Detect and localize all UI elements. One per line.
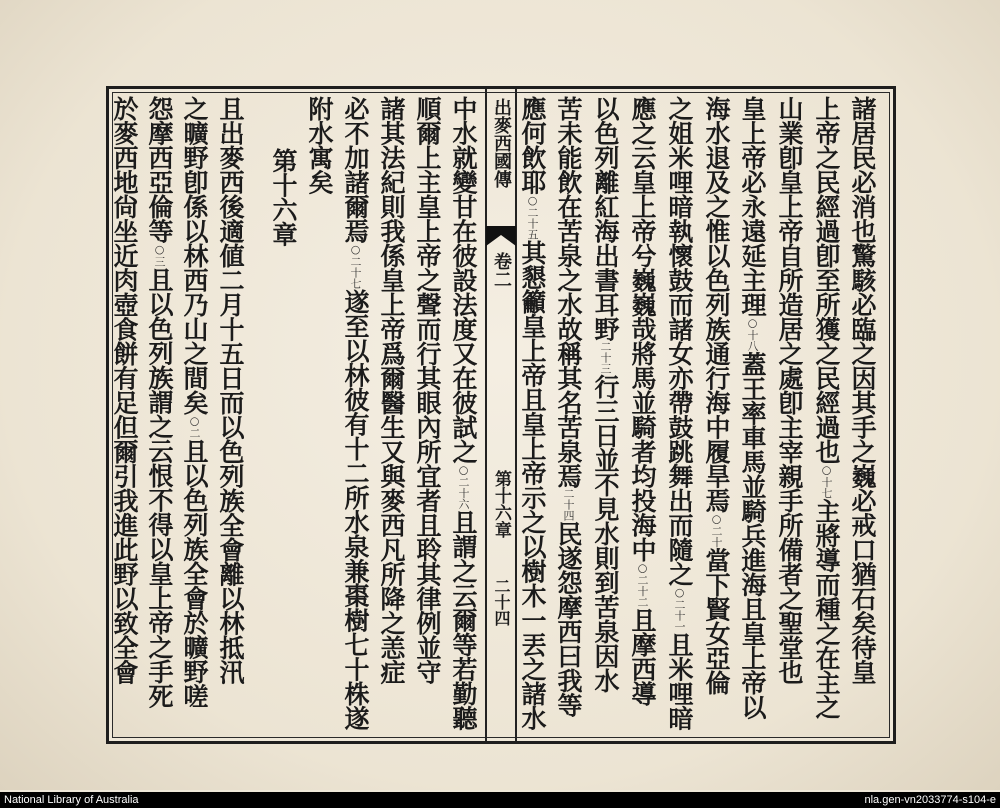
text-run: 之姐米哩暗執懷鼓而諸女亦帶鼓跳舞出而隨之 <box>665 96 694 586</box>
verse-number: ○二十一 <box>673 586 686 632</box>
right-page-column <box>662 96 696 740</box>
verse-number: ○十七 <box>820 463 833 499</box>
verse-number: ○三 <box>153 243 166 267</box>
text-run: 於麥西地尙坐近肉壺食餅有足但爾引我進此野以致全會 <box>110 96 139 684</box>
text-run: 且以色列族謂之云恨不得以皇上帝之手死 <box>145 267 174 708</box>
text-run: 且摩西導 <box>628 607 657 706</box>
text-run: 諸居民必消也驚駭必臨之因其手之巍必戒口猶石矣待皇 <box>848 96 877 684</box>
text-run: 且出麥西後適値二月十五日而以色列族全會離以林抵汛 <box>216 96 245 684</box>
text-run: 皇上帝必永遠延主理 <box>738 96 767 317</box>
book-title: 出麥西國傳 <box>491 98 512 188</box>
right-page-column <box>772 96 806 740</box>
right-page-column <box>735 96 769 740</box>
text-run: 主將導而種之在主之 <box>812 498 841 719</box>
text-run: 且以色列族全會於曠野嗟 <box>180 438 209 708</box>
text-run: 蓋王率車馬並騎兵進海且皇上帝以 <box>738 351 767 719</box>
verse-number: ○二十七 <box>349 243 362 289</box>
verse-number: 二十三 <box>599 341 612 374</box>
verse-number: ○二 <box>188 414 201 439</box>
text-run: 苦未能飲在苦泉之水故稱其名苦泉焉 <box>554 96 583 488</box>
left-page-column <box>142 96 176 740</box>
chapter-heading: 第十六章 <box>269 148 298 246</box>
page-number: 二十四 <box>492 578 511 626</box>
right-page-column <box>588 96 622 740</box>
left-page-column <box>302 96 336 740</box>
verse-number: ○二十六 <box>457 463 470 510</box>
verse-number: ○二十五 <box>526 194 539 240</box>
text-run: 應何飲耶 <box>518 96 547 194</box>
text-run: 應之云皇上帝兮巍巍哉將馬並騎者均投海中 <box>628 96 657 562</box>
verse-number: ○十八 <box>746 316 759 352</box>
text-run: 怨摩西亞倫等 <box>145 96 174 243</box>
text-run: 順爾上主皇上帝之聲而行其眼內所宜者且聆其律例並守 <box>413 96 442 684</box>
text-run: 中水就變甘在彼設法度又在彼試之 <box>449 96 478 464</box>
text-run: 且米哩暗 <box>665 632 694 730</box>
left-page-column <box>177 96 211 740</box>
library-credit: National Library of Australia <box>4 794 139 806</box>
fold-rule-left <box>485 89 487 741</box>
footer-bar <box>0 792 1000 808</box>
left-page-column <box>410 96 444 740</box>
right-page-column <box>515 96 549 740</box>
text-run: 必不加諸爾焉 <box>341 96 370 243</box>
item-identifier: nla.gen-vn2033774-s104-e <box>864 794 996 806</box>
verse-number: ○二十 <box>710 512 723 548</box>
right-page-column <box>809 96 843 740</box>
verse-number: ○二十二 <box>636 561 649 608</box>
text-run: 附水寓矣 <box>305 96 334 194</box>
right-page-column <box>845 96 879 740</box>
text-run: 山業卽皇上帝自所造居之處卽主宰親手所備者之聖堂也 <box>775 96 804 684</box>
text-run: 行三日並不見水則到苦泉因水 <box>591 374 620 693</box>
right-page-column <box>699 96 733 740</box>
text-run: 民遂怨摩西曰我等 <box>554 521 583 717</box>
left-page-column <box>446 96 480 740</box>
text-run: 當下賢女亞倫 <box>702 547 731 695</box>
left-page-column <box>107 96 141 740</box>
text-run: 其懇籲皇上帝且皇上帝示之以樹木一丟之諸水 <box>518 240 547 730</box>
text-run: 遂至以林彼有十二所水泉兼棗樹七十株遂 <box>341 289 370 730</box>
left-page-column <box>374 96 408 740</box>
left-page-column <box>338 96 372 740</box>
text-run: 上帝之民經過卽至所獲之民經過也 <box>812 96 841 464</box>
fold-chapter-label: 第十六章 <box>491 470 511 538</box>
left-page-column <box>213 96 247 740</box>
text-run: 海水退及之惟以色列族通行海中履旱焉 <box>702 96 731 513</box>
text-run: 且謂之云爾等若勤聽 <box>449 509 478 730</box>
volume-label: 卷二 <box>491 252 512 288</box>
text-run: 之曠野卽係以林西乃山之間矣 <box>180 96 209 415</box>
right-page-column <box>551 96 585 740</box>
text-run: 以色列離紅海出書耳野 <box>591 96 620 341</box>
verse-number: 二十四 <box>562 488 575 521</box>
right-page-column <box>625 96 659 740</box>
text-run: 諸其法紀則我係皇上帝爲爾醫生又與麥西凡所降之恙症 <box>377 96 406 684</box>
